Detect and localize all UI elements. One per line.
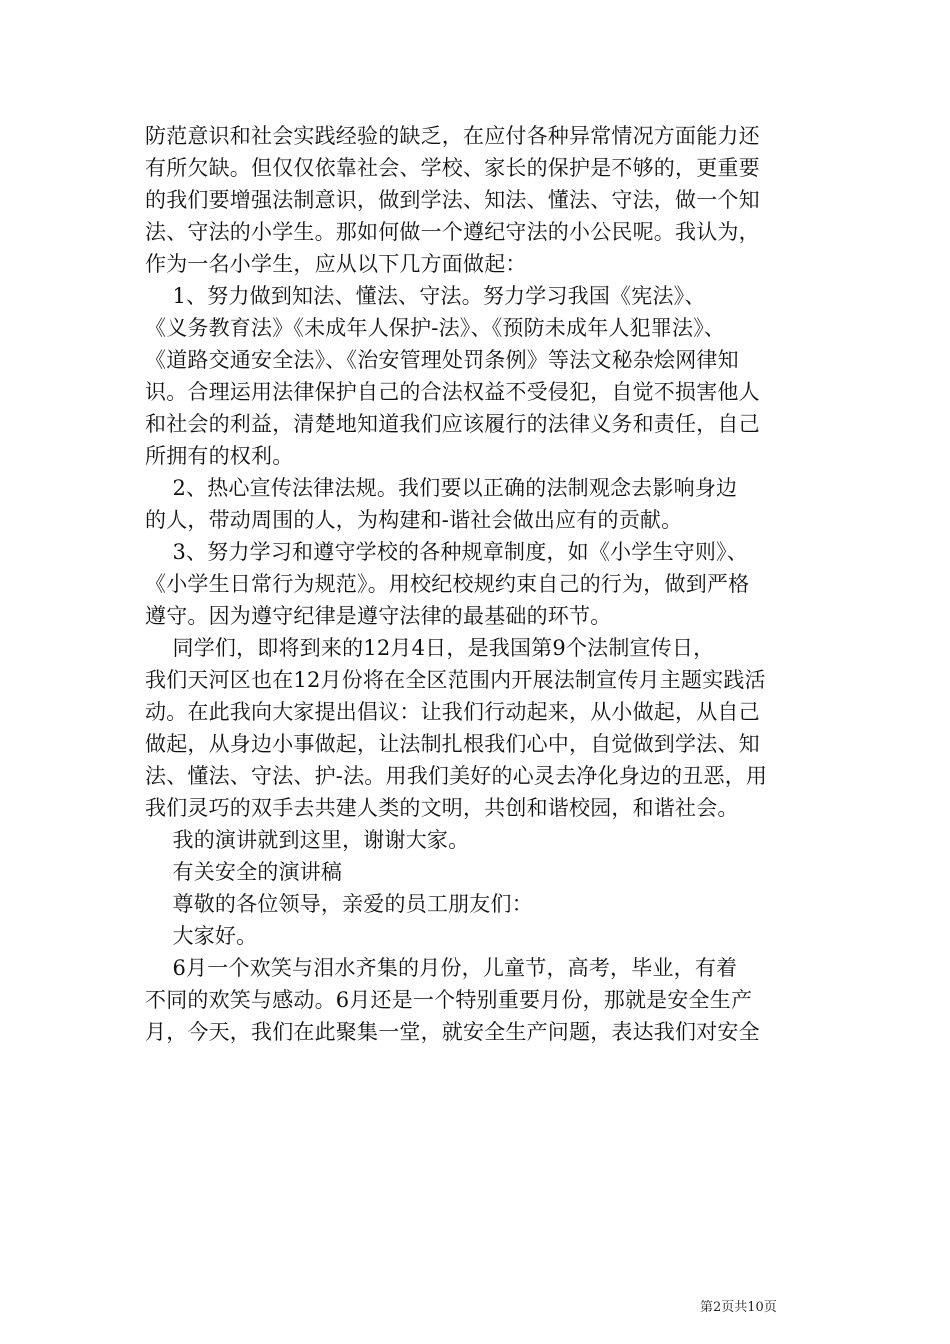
text-line: 6月一个欢笑与泪水齐集的月份，儿童节，高考，毕业，有着 [145, 956, 738, 980]
body-text [145, 120, 815, 1048]
text-line: 不同的欢笑与感动。6月还是一个特别重要月份，那就是安全生产 [145, 988, 753, 1012]
page-number-footer: 第2页共10页 [700, 1300, 777, 1315]
text-line: 法、守法的小学生。那如何做一个遵纪守法的小公民呢。我认为， [145, 220, 760, 244]
text-line: 我的演讲就到这里，谢谢大家。 [145, 828, 470, 852]
text-line: 我们天河区也在12月份将在全区范围内开展法制宣传月主题实践活 [145, 668, 766, 692]
text-line: 的人，带动周围的人，为构建和-谐社会做出应有的贡献。 [145, 508, 683, 532]
text-line: 法、懂法、守法、护-法。用我们美好的心灵去净化身边的丑恶，用 [145, 764, 768, 788]
text-line: 尊敬的各位领导，亲爱的员工朋友们： [145, 892, 533, 916]
text-line: 大家好。 [145, 924, 258, 948]
text-line: 《道路交通安全法》、《治安管理处罚条例》等法文秘杂烩网律知 [145, 348, 739, 372]
text-line: 有所欠缺。但仅仅依靠社会、学校、家长的保护是不够的，更重要 [145, 156, 760, 180]
text-line: 《小学生日常行为规范》。用校纪校规约束自己的行为，做到严格 [145, 572, 750, 596]
text-line: 的我们要增强法制意识，做到学法、知法、懂法、守法，做一个知 [145, 188, 760, 212]
text-line: 动。在此我向大家提出倡议：让我们行动起来，从小做起，从自己 [145, 700, 760, 724]
text-line: 3、努力学习和遵守学校的各种规章制度，如《小学生守则》、 [145, 540, 748, 564]
text-line: 所拥有的权利。 [145, 444, 294, 468]
text-line: 防范意识和社会实践经验的缺乏，在应付各种异常情况方面能力还 [145, 124, 760, 148]
text-line: 作为一名小学生，应从以下几方面做起： [145, 252, 527, 276]
text-line: 识。合理运用法律保护自己的合法权益不受侵犯，自觉不损害他人 [145, 380, 760, 404]
text-line: 《义务教育法》《未成年人保护-法》、《预防未成年人犯罪法》、 [145, 316, 726, 340]
text-line: 2、热心宣传法律法规。我们要以正确的法制观念去影响身边 [145, 476, 738, 500]
text-line: 有关安全的演讲稿 [145, 860, 343, 884]
text-line: 遵守。因为遵守纪律是遵守法律的最基础的环节。 [145, 604, 612, 628]
text-line: 和社会的利益，清楚地知道我们应该履行的法律义务和责任，自己 [145, 412, 760, 436]
text-line: 同学们，即将到来的12月4日，是我国第9个法制宣传日， [145, 636, 715, 660]
text-line: 做起，从身边小事做起，让法制扎根我们心中，自觉做到学法、知 [145, 732, 760, 756]
text-line: 我们灵巧的双手去共建人类的文明，共创和谐校园，和谐社会。 [145, 796, 739, 820]
text-line: 月，今天，我们在此聚集一堂，就安全生产问题，表达我们对安全 [145, 1020, 760, 1044]
text-line: 1、努力做到知法、懂法、守法。努力学习我国《宪法》、 [145, 284, 706, 308]
